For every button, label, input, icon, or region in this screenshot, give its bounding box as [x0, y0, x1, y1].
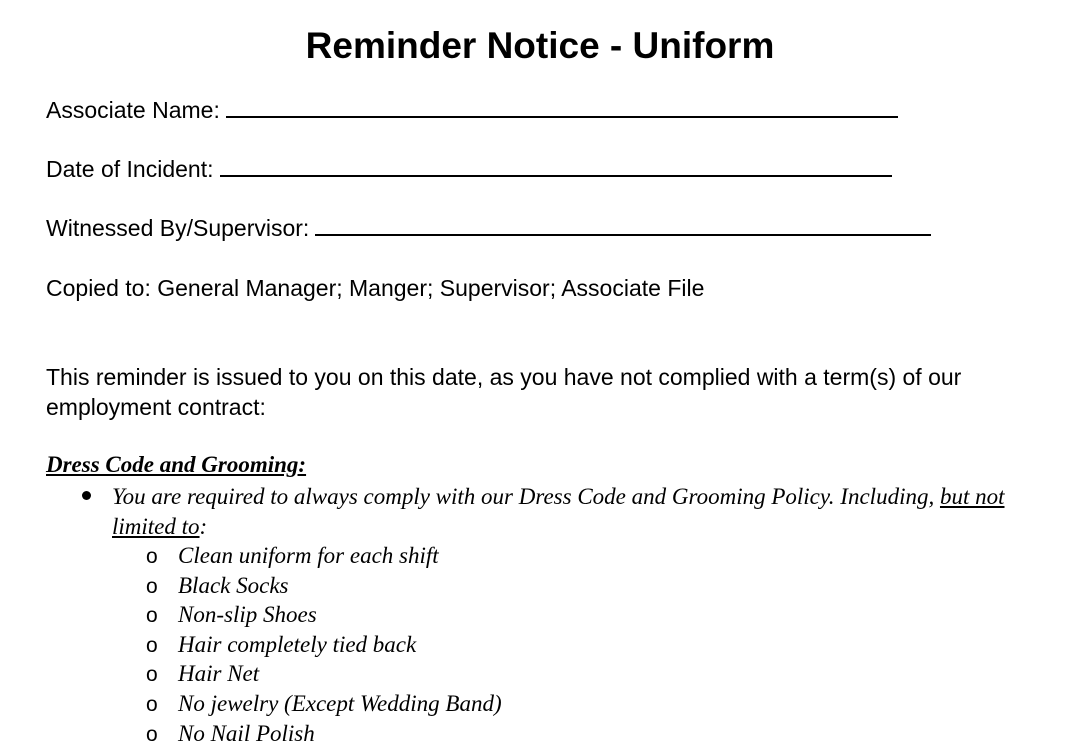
- list-item: [146, 630, 502, 660]
- circle-bullet-icon: o: [146, 574, 158, 598]
- date-of-incident-line[interactable]: [220, 157, 892, 177]
- bullet-paragraph: [112, 482, 1012, 541]
- associate-name-label: Associate Name:: [46, 97, 220, 123]
- list-item-text: Hair completely tied back: [178, 631, 417, 657]
- circle-bullet-icon: o: [146, 692, 158, 716]
- list-item-text: No jewelry (Except Wedding Band): [178, 690, 502, 716]
- intro-paragraph: This reminder is issued to you on this date, as you have not complied with a term(s) of our employment contract:: [46, 364, 962, 420]
- circle-bullet-icon: o: [146, 604, 158, 628]
- list-item: [146, 719, 502, 749]
- list-item: [146, 659, 502, 689]
- list-item-text: Clean uniform for each shift: [178, 543, 439, 568]
- witnessed-by-line[interactable]: [315, 216, 931, 236]
- list-item-text: Black Socks: [178, 572, 289, 598]
- copied-to-text: Copied to: General Manager; Manger; Supervisor; Associate File: [46, 275, 705, 301]
- list-item: [146, 689, 502, 719]
- circle-bullet-icon: o: [146, 722, 158, 746]
- bullet-dot-icon: [82, 491, 91, 500]
- list-item-text: Non-slip Shoes: [178, 602, 317, 628]
- date-of-incident-field: [46, 155, 892, 183]
- list-item-text: No Nail Polish: [178, 720, 315, 746]
- associate-name-field: [46, 96, 898, 124]
- list-item: [146, 600, 502, 630]
- witnessed-by-field: [46, 214, 931, 242]
- circle-bullet-icon: o: [146, 545, 158, 568]
- circle-bullet-icon: o: [146, 633, 158, 657]
- list-item: [146, 541, 502, 571]
- list-item: [146, 571, 502, 601]
- section-heading: Dress Code and Grooming:: [46, 452, 307, 477]
- bullet-text-suffix: :: [199, 513, 208, 539]
- bullet-text-main: You are required to always comply with our Dress Code and Grooming Policy. Including,: [112, 484, 940, 509]
- list-item-text: Hair Net: [178, 661, 260, 687]
- requirements-list: [146, 541, 502, 748]
- associate-name-line[interactable]: [226, 98, 898, 118]
- page-title: Reminder Notice - Uniform: [305, 25, 775, 66]
- circle-bullet-icon: o: [146, 663, 158, 687]
- bullet-text-underlined: but not limited to: [112, 484, 1005, 539]
- witnessed-by-label: Witnessed By/Supervisor:: [46, 215, 310, 241]
- date-of-incident-label: Date of Incident:: [46, 156, 214, 182]
